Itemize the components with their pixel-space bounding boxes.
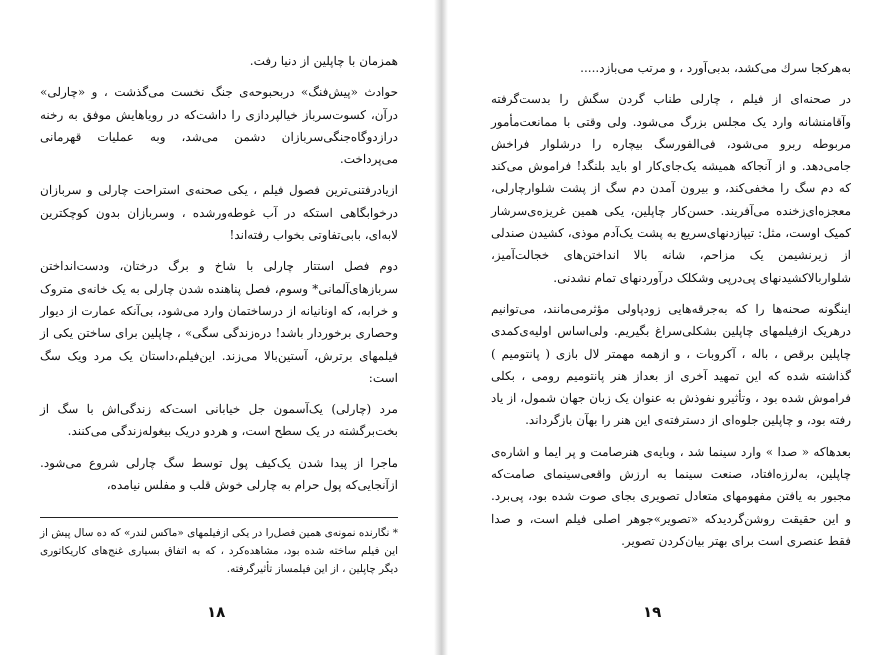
paragraph: ماجرا از پیدا شدن یک‌کیف پول توسط سگ چارلی شروع می‌شود. ازآنجایی‌که پول حرام به چارلی خوش قلب و مفلس نیامده، [40, 455, 398, 493]
paragraph: دوم فصل استتار چارلی با شاخ و برگ درختان، ودست‌انداختن سربازهای‌آلمانی* وسوم، فصل پناهنده شدن چارلی به یک خانه‌ی متروک و خرابه، که اونانیانه از درساختمان وارد می‌شود، بی‌آنکه عمارت از دیوار وحصاری برخوردار باشد! دره‌زندگی سگی» ، چاپلین برای ساختن یکی از فیلمهای برترش، آستین‌بالا می‌زند. این‌فیلم،داستان یک مرد ویک سگ است: [40, 259, 398, 385]
paragraph: حوادث «پیش‌فنگ» در‌بحبوحه‌ی جنگ نخست می‌گذشت ، و «چارلی» درآن، کسوت‌سرباز خیالپردازی را داشت‌که در رویاهایش موفق به رخنه درازدوگاه‌جنگی‌سربازان دشمن می‌شد، وبه عملیات قهرمانی می‌پرداخت. [40, 85, 398, 167]
paragraph: همزمان با چاپلین از دنیا رفت. [249, 54, 398, 68]
paragraph: مرد (چارلی) یک‌آسمون جل خیابانی است‌که زندگی‌اش با سگ از بخت‌برگشته در یک سطح است، و هردو دریک بیغوله‌زندگی می‌کنند. [40, 402, 398, 439]
paragraph: ازیادرفتنی‌ترین فصول فیلم ، یکی صحنه‌ی استراحت چارلی و سربازان درخوابگاهی استکه در آب غوطه‌ورشده ، وسربازان بدون کوچکترین لابه‌ای، بابی‌تفاوتی بخواب رفته‌اند! [40, 183, 398, 243]
page-number: ۱۸ [207, 603, 226, 621]
paragraph: بعدهاکه « صدا » وارد سینما شد ، وبایه‌ی هنرصامت و پر ایما و اشاره‌ی چاپلین، به‌لرزه‌افتاد، صنعت سینما به ارزش واقعی‌سینمای صامت‌که مجبور به یافتن مفهومهای متعادل تصویری بجای صوت شده بود، پی‌برد. و این حقیقت روشن‌گردید‌که «تصویر»جوهر اصلی فیلم است، و صدا فقط عنصری است برای بهتر بیان‌کردن تصویر. [491, 444, 851, 548]
footnote-rule [40, 517, 398, 518]
left-page [0, 0, 440, 655]
book-gutter [434, 0, 448, 655]
paragraph: اینگونه صحنه‌ها را که به‌جرقه‌هایی زودپاولی مؤثرمی‌مانند، می‌توانیم درهریک ازفیلمهای چاپلین بشکلی‌سراغ بگیریم. ولی‌اساس اولیه‌ی‌کمدی چاپلین برقص ، باله ، آکروبات ، و ازهمه مهمتر لال بازی ( پانتومیم ) گذاشته شده که این تمهید آخری از بعداز هنر پانتومیم رومی ، بکلی فراموش شده بود ، وتأثیرو نفوذش به عنوان یک زبان جهان شمول، از یاد رفته بود، و چاپلین جلوه‌ای از دسترفته‌ی این هنر را بهآن بازگرداند. [491, 301, 851, 428]
paragraph: به‌هرکجا سرك می‌کشد، بدبی‌آورد ، و مرتب می‌بازد..... [580, 61, 851, 75]
page-number: ۱۹ [643, 603, 662, 621]
paragraph: در صحنه‌ای از فیلم ، چارلی طناب گردن سگش را بدست‌گرفته وآقامنشانه وارد یک مجلس بزرگ می‌شود. ولی وقتی با ممانعت‌مأمور مربوطه ربرو می‌شود، فی‌الفورسگ بیچاره را درشلوار فراخش جامی‌دهد. و از آنجاکه همیشه یک‌جای‌کار او باید بلنگد! فراموش می‌کند که دم سگ را مخفی‌کند، و بیرون آمدن دم سگ از پشت شلوارچارلی، معجزه‌ای‌زخنده می‌آفریند. حسن‌کار چاپلین، یکی همین غریزه‌ی‌سرشار کمیک اوست، مثل: تیپازدنهای‌سریع به پشت یک‌آدم موذی، کشیدن صندلی از زیرنشیمن یک مزاحم، شانه بالا انداختن‌های خجالت‌آمیز، شلواربالاکشیدنهای پی‌درپی وشکلک درآوردنهای تمام نشدنی. [491, 92, 851, 285]
left-page-text [40, 50, 398, 505]
right-page [441, 0, 887, 655]
right-page-text [491, 57, 851, 561]
footnote: * نگارنده نمونه‌ی همین فصل‌را در یکی ازفیلمهای «ماکس لندر» که ده سال پیش از این فیلم ساخته شده بود، مشاهده‌کرد ، که به اتفاق بسیاری غنج‌های کاریکاتوری دیگر چاپلین ، از این فیلمساز تأثیرگرفته. [40, 527, 398, 575]
